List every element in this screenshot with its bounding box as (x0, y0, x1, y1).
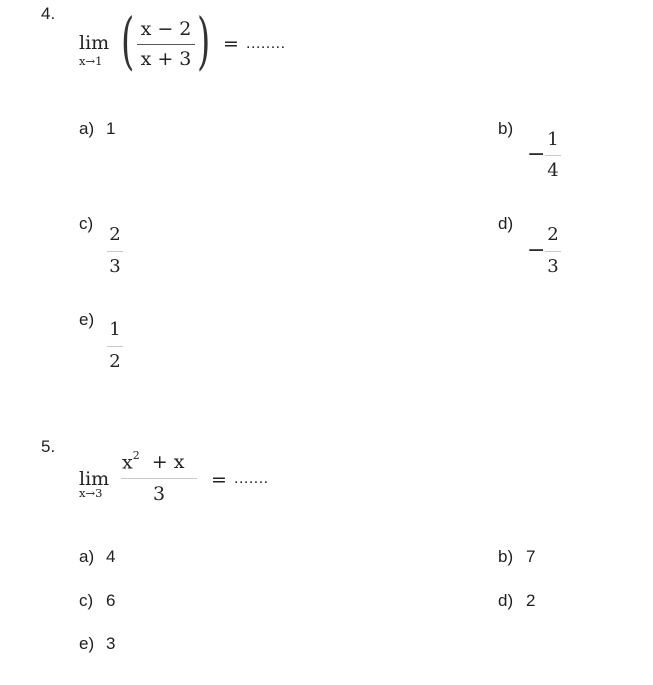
fraction-numerator: x − 2 (140, 18, 192, 40)
fraction-denominator: 3 (152, 483, 166, 505)
option-label: e) (79, 634, 95, 653)
numerator-exponent: 2 (132, 449, 140, 462)
option-value: 7 (526, 547, 536, 566)
option-value: 3 (106, 634, 116, 653)
numerator-base: x (122, 451, 133, 474)
lim-word: lim (79, 32, 110, 54)
numerator-rest: + x (151, 451, 185, 474)
lim-subscript: x→3 (79, 486, 103, 500)
question-number: 4. (41, 4, 56, 23)
lim-word: lim (79, 468, 110, 490)
minus-sign: − (527, 238, 546, 263)
fraction-bar (137, 44, 195, 45)
fraction-numerator: 1 (547, 129, 559, 150)
fraction-denominator: 4 (547, 160, 559, 181)
left-paren: ( (121, 4, 135, 77)
fraction-bar (107, 251, 123, 252)
equals-sign: = (211, 469, 227, 491)
option-label: d) (498, 214, 514, 233)
option-label: c) (79, 591, 94, 610)
fraction-bar (107, 346, 123, 347)
fraction-bar (121, 478, 197, 479)
question-number: 5. (41, 437, 56, 456)
fraction-denominator: x + 3 (140, 48, 192, 70)
fraction-denominator: 3 (547, 256, 559, 277)
minus-sign: − (527, 142, 546, 167)
fraction-numerator: 2 (109, 224, 121, 245)
option-label: d) (498, 591, 514, 610)
fraction-denominator: 3 (109, 256, 121, 277)
fraction-numerator: 1 (109, 319, 121, 340)
option-label: e) (79, 310, 95, 329)
fraction-denominator: 2 (109, 351, 121, 372)
right-paren: ) (197, 4, 211, 77)
option-label: a) (79, 119, 95, 138)
fraction-bar (545, 155, 561, 156)
answer-blank: ....... (234, 470, 269, 487)
option-label: a) (79, 547, 95, 566)
option-label: c) (79, 214, 94, 233)
option-value: 4 (106, 547, 116, 566)
equals-sign: = (223, 33, 239, 55)
option-value: 1 (106, 119, 116, 138)
option-value: 6 (106, 591, 116, 610)
option-label: b) (498, 547, 514, 566)
fraction-numerator: 2 (547, 224, 559, 245)
fraction-bar (545, 251, 561, 252)
option-label: b) (498, 119, 514, 138)
answer-blank: ........ (246, 35, 286, 52)
fraction-numerator (122, 451, 184, 473)
option-value: 2 (526, 591, 536, 610)
lim-subscript: x→1 (79, 54, 103, 68)
